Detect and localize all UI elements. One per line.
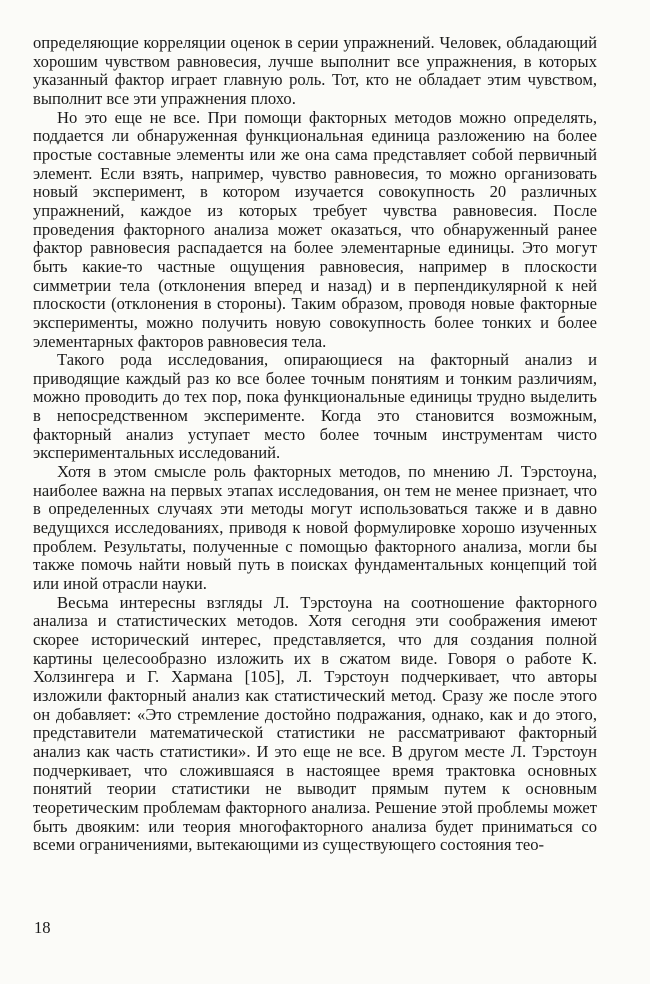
- page-text: [33, 34, 597, 855]
- paragraph-research-limits: Такого рода исследования, опирающиеся на факторный анализ и приводящие каждый раз ко все более точным понятиям и тонким различиям, можно проводить до тех пор, пока функциональные единицы трудно выделить в непосредственном эксперименте. Когда это становится возможным, факторный анализ уступает место более точным инструментам чисто экспериментальных исследований.: [33, 350, 597, 463]
- paragraph-factor-decomposition: Но это еще не все. При помощи факторных методов можно определять, поддается ли обнаруженная функциональная единица разложению на более простые составные элементы или же она сама представляет собой первичный элемент. Если взять, например, чувство равновесия, то можно организовать новый эксперимент, в котором изучается совокупность 20 различных упражнений, каждое из которых требует чувства равновесия. После проведения факторного анализа может оказаться, что обнаруженный ранее фактор равновесия распадается на более элементарные единицы. Это могут быть какие-то частные ощущения равновесия, например в плоскости симметрии тела (отклонения вперед и назад) и в перпендикулярной к ней плоскости (отклонения в стороны). Таким образом, проводя новые факторные эксперименты, можно получить новую совокупность более тонких и более элементарных факторов равновесия тела.: [33, 107, 597, 351]
- paragraph-continuation: определяющие корреляции оценок в серии упражнений. Человек, обладающий хорошим чувством равновесия, лучше выполнит все упражнения, в которых указанный фактор играет главную роль. Тот, кто не обладает этим чувством, выполнит все эти упражнения плохо.: [33, 33, 597, 108]
- page-number: 18: [34, 918, 51, 937]
- paragraph-statistics-relation: Весьма интересны взгляды Л. Тэрстоуна на соотношение факторного анализа и статистических методов. Хотя сегодня эти соображения имеют скорее исторический интерес, представляется, что для создания полной картины целесообразно изложить их в сжатом виде. Говоря о работе К. Холзингера и Г. Хармана [105], Л. Тэрстоун подчеркивает, что авторы изложили факторный анализ как статистический метод. Сразу же после этого он добавляет: «Это стремление достойно подражания, однако, как и до этого, представители математической статистики не рассматривают факторный анализ как часть статистики». И это еще не все. В другом месте Л. Тэрстоун подчеркивает, что сложившаяся в настоящее время трактовка основных понятий теории статистики не выводит прямым путем к основным теоретическим проблемам факторного анализа. Решение этой проблемы может быть двояким: или теория многофакторного анализа будет приниматься со всеми ограничениями, вытекающими из существующего состояния тео-: [33, 592, 597, 855]
- paragraph-thurstone-role: Хотя в этом смысле роль факторных методов, по мнению Л. Тэрстоуна, наиболее важна на первых этапах исследования, он тем не менее признает, что в определенных случаях эти методы могут использоваться также и в давно ведущихся исследованиях, приводя к новой формулировке хорошо изученных проблем. Результаты, полученные с помощью факторного анализа, могли бы также помочь найти новый путь в поисках фундаментальных концепций той или иной отрасли науки.: [33, 462, 597, 594]
